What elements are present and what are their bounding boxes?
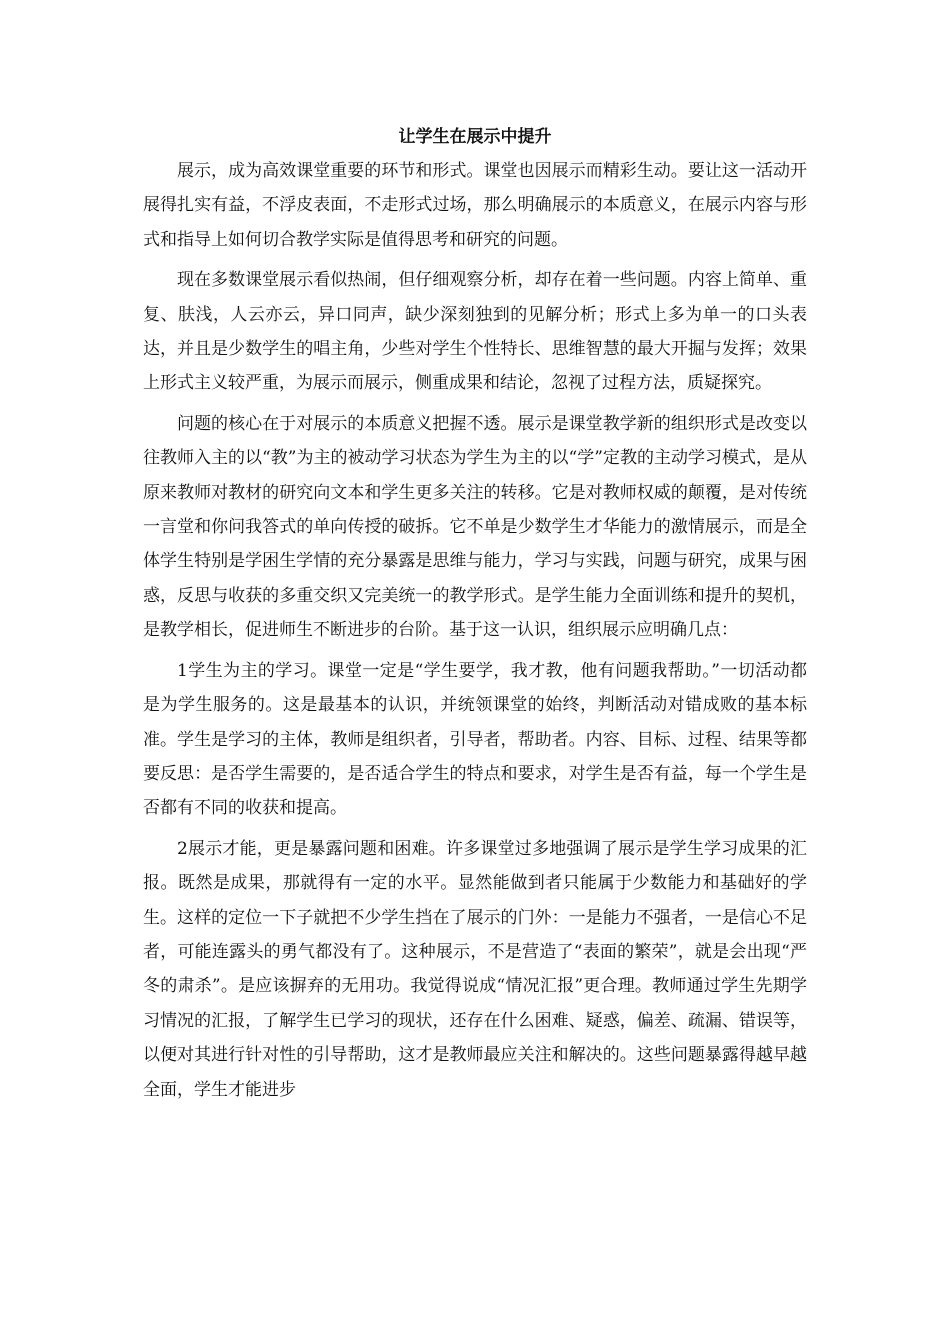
paragraph-intro: 展示，成为高效课堂重要的环节和形式。课堂也因展示而精彩生动。要让这一活动开展得扎实有益，不浮皮表面，不走形式过场，那么明确展示的本质意义，在展示内容与形式和指导上如何切合教学实际是值得思考和研究的问题。 xyxy=(143,161,807,250)
paragraph-core-issue: 问题的核心在于对展示的本质意义把握不透。展示是课堂教学新的组织形式是改变以往教师入主的以“教”为主的被动学习状态为学生为主的以“学”定教的主动学习模式，是从原来教师对教材的研究向文本和学生更多关注的转移。它是对教师权威的颠覆，是对传统一言堂和你问我答式的单向传授的破拆。它不单是少数学生才华能力的激情展示，而是全体学生特别是学困生学情的充分暴露是思维与能力，学习与实践，问题与研究，成果与困惑，反思与收获的多重交织又完美统一的教学形式。是学生能力全面训练和提升的契机，是教学相长，促进师生不断进步的台阶。基于这一认识，组织展示应明确几点： xyxy=(143,413,807,641)
document-title: 让学生在展示中提升 xyxy=(398,127,552,147)
paragraph-point-2: 2展示才能，更是暴露问题和困难。许多课堂过多地强调了展示是学生学习成果的汇报。既然是成果，那就得有一定的水平。显然能做到者只能属于少数能力和基础好的学生。这样的定位一下子就把不少学生挡在了展示的门外：一是能力不强者，一是信心不足者，可能连露头的勇气都没有了。这种展示，不是营造了“表面的繁荣”，就是会出现“严冬的肃杀”。是应该摒弃的无用功。我觉得说成“情况汇报”更合理。教师通过学生先期学习情况的汇报，了解学生已学习的现状，还存在什么困难、疑惑，偏差、疏漏、错误等，以便对其进行针对性的引导帮助，这才是教师最应关注和解决的。这些问题暴露得越早越全面，学生才能进步 xyxy=(143,838,807,1100)
paragraph-point-1: 1学生为主的学习。课堂一定是“学生要学，我才教，他有问题我帮助。”一切活动都是为学生服务的。这是最基本的认识，并统领课堂的始终，判断活动对错成败的基本标准。学生是学习的主体，教师是组织者，引导者，帮助者。内容、目标、过程、结果等都要反思：是否学生需要的，是否适合学生的特点和要求，对学生是否有益，每一个学生是否都有不同的收获和提高。 xyxy=(143,660,807,819)
paragraph-problems: 现在多数课堂展示看似热闹，但仔细观察分析，却存在着一些问题。内容上简单、重复、肤浅，人云亦云，异口同声，缺少深刻独到的见解分析；形式上多为单一的口头表达，并且是少数学生的唱主角，少些对学生个性特长、思维智慧的最大开掘与发挥；效果上形式主义较严重，为展示而展示，侧重成果和结论，忽视了过程方法，质疑探究。 xyxy=(143,270,807,394)
